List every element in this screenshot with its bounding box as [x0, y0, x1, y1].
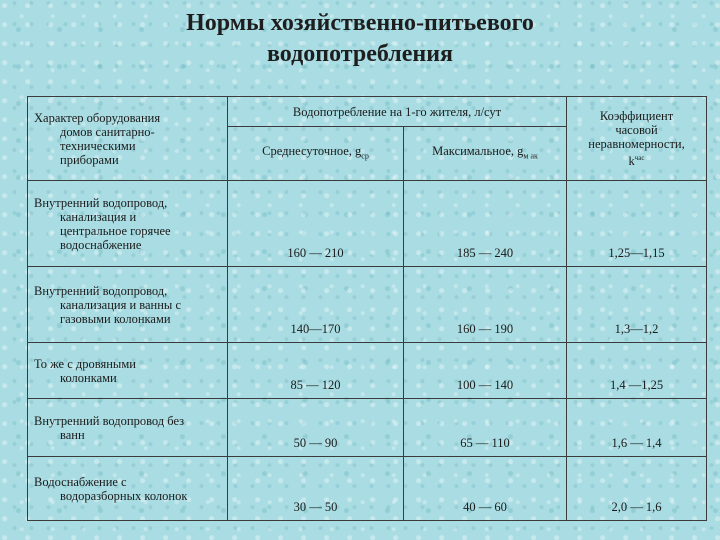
header-max: Максимальное, $g_{м ак}$: [404, 127, 567, 181]
cell-avg: 140—170: [228, 267, 404, 343]
cell-coef: 2,0 — 1,6: [567, 457, 707, 521]
header-row-1: [28, 97, 707, 127]
table-row: [28, 343, 707, 399]
row-label: Водоснабжение с водоразборных колонок: [28, 457, 228, 521]
cell-max: 100 — 140: [404, 343, 567, 399]
cell-coef: 1,6 — 1,4: [567, 399, 707, 457]
row-label: То же с дровяными колонками: [28, 343, 228, 399]
row-label: Внутренний водопровод, канализация и центральное горячее водоснабжение: [28, 181, 228, 267]
title-line-1: Нормы хозяйственно-питьевого: [186, 10, 534, 36]
cell-coef: 1,4 —1,25: [567, 343, 707, 399]
cell-max: 65 — 110: [404, 399, 567, 457]
table-row: [28, 457, 707, 521]
cell-coef: 1,25—1,15: [567, 181, 707, 267]
row-label: Внутренний водопровод, канализация и ванны с газовыми колонками: [28, 267, 228, 343]
cell-avg: 50 — 90: [228, 399, 404, 457]
header-coefficient: Коэффициент часовой неравномерности, $k^{час}$: [567, 97, 707, 181]
title-line-2: водопотребления: [267, 41, 453, 67]
row-label: Внутренний водопровод без ванн: [28, 399, 228, 457]
page-title: [0, 8, 720, 70]
header-consumption-group: Водопотребление на 1-го жителя, л/сут: [228, 97, 567, 127]
cell-max: 185 — 240: [404, 181, 567, 267]
header-equipment-line-1: Характер оборудования: [34, 110, 161, 125]
cell-avg: 85 — 120: [228, 343, 404, 399]
water-norms-table: [27, 96, 707, 521]
cell-max: 160 — 190: [404, 267, 567, 343]
cell-avg: 160 — 210: [228, 181, 404, 267]
cell-max: 40 — 60: [404, 457, 567, 521]
table-row: [28, 181, 707, 267]
cell-coef: 1,3—1,2: [567, 267, 707, 343]
cell-avg: 30 — 50: [228, 457, 404, 521]
header-equipment: [28, 97, 228, 181]
table-row: [28, 267, 707, 343]
header-avg-daily: Среднесуточное, $g_{ср}$: [228, 127, 404, 181]
table-row: [28, 399, 707, 457]
header-equipment-line-2: домов санитарно- техническими приборами: [60, 124, 155, 167]
